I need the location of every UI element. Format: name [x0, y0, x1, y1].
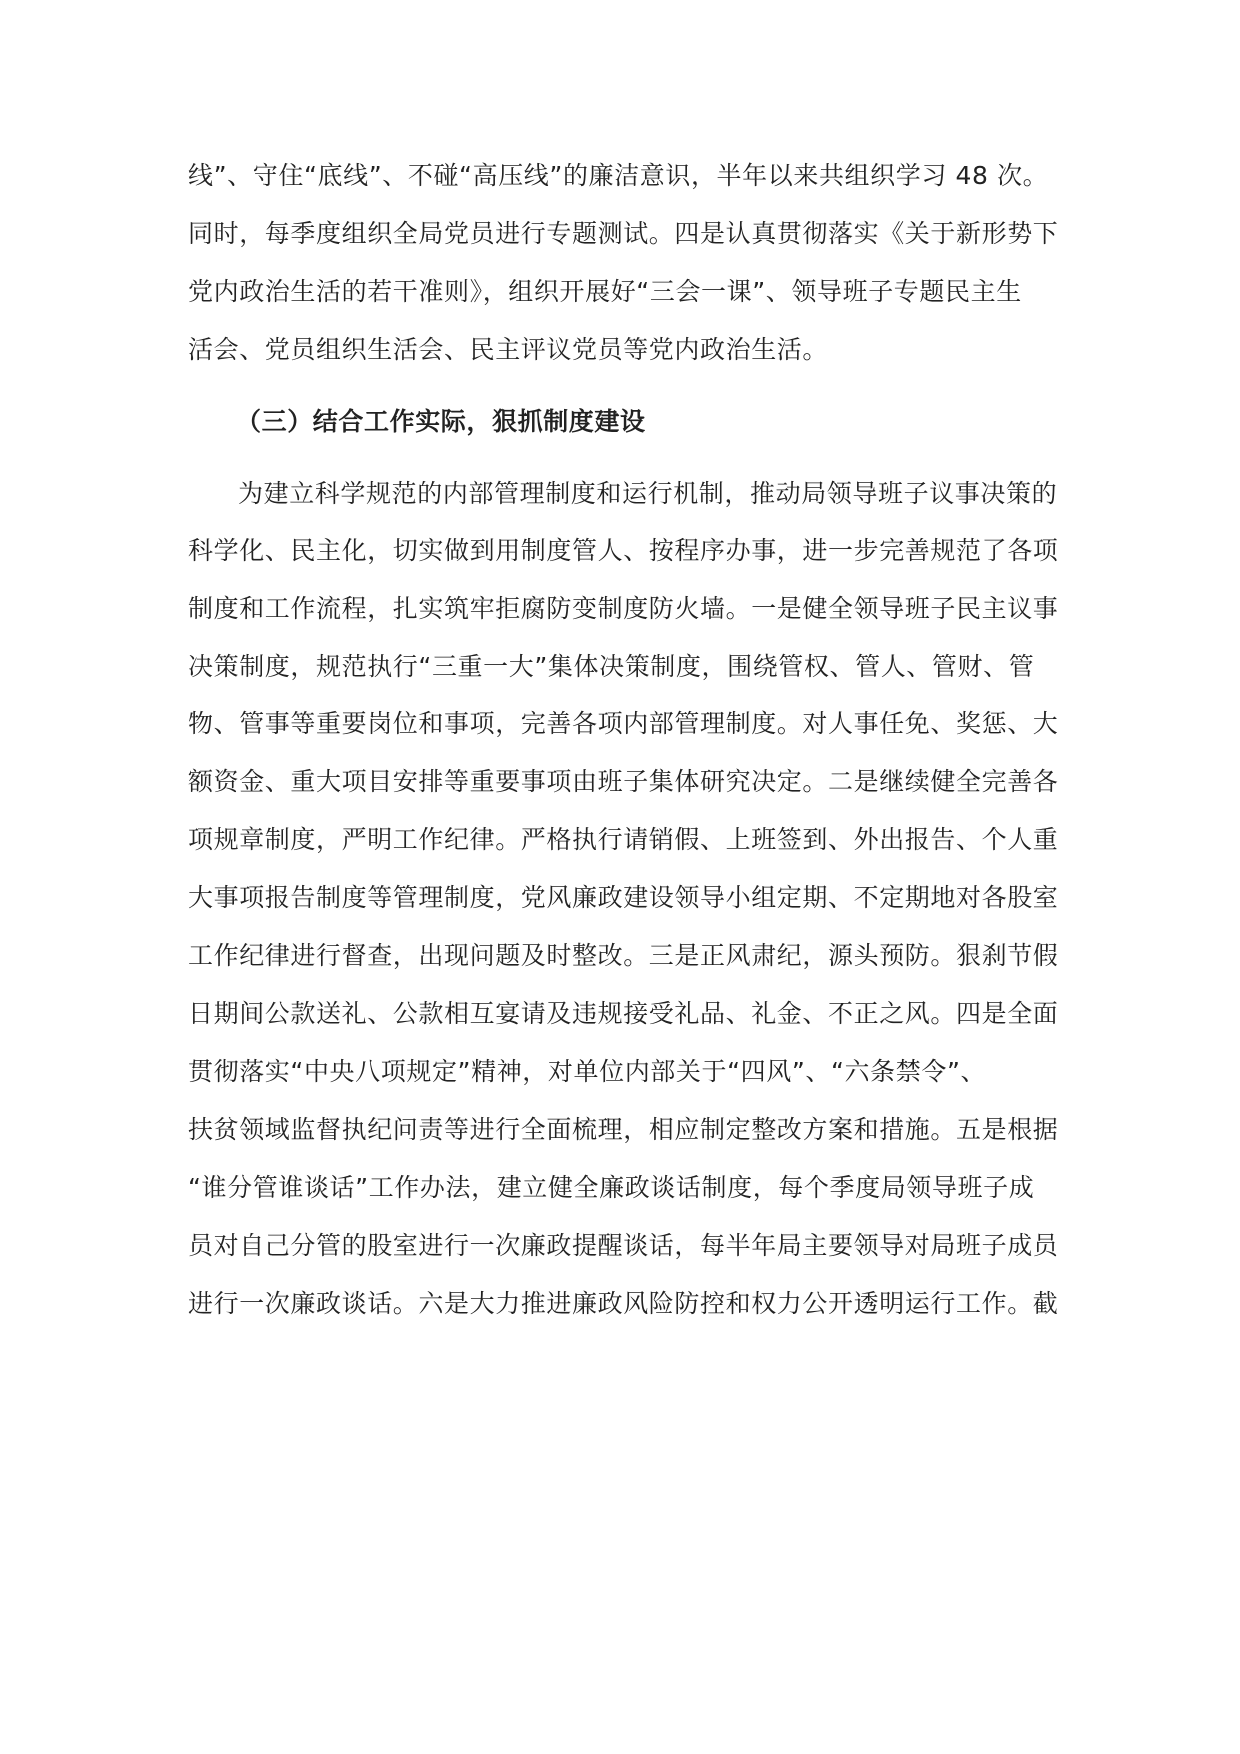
paragraph-line: 进行一次廉政谈话。六是大力推进廉政风险防控和权力公开透明运行工作。截: [188, 1289, 1059, 1318]
text-line: 党内政治生活的若干准则》，组织开展好“三会一课”、领导班子专题民主生: [188, 277, 1022, 306]
text-line: 活会、党员组织生活会、民主评议党员等党内政治生活。: [188, 335, 829, 364]
paragraph-line: 工作纪律进行督查，出现问题及时整改。三是正风肃纪，源头预防。狠刹节假: [188, 941, 1059, 970]
text-line: 线”、守住“底线”、不碰“高压线”的廉洁意识，半年以来共组织学习 48 次。: [188, 161, 1049, 190]
paragraph-line: 科学化、民主化，切实做到用制度管人、按程序办事，进一步完善规范了各项: [188, 536, 1059, 565]
paragraph-line: 日期间公款送礼、公款相互宴请及违规接受礼品、礼金、不正之风。四是全面: [188, 999, 1059, 1028]
paragraph-line: 扶贫领域监督执纪问责等进行全面梳理，相应制定整改方案和措施。五是根据: [188, 1115, 1059, 1144]
paragraph-line: 大事项报告制度等管理制度，党风廉政建设领导小组定期、不定期地对各股室: [188, 883, 1059, 912]
paragraph-line: 制度和工作流程，扎实筑牢拒腐防变制度防火墙。一是健全领导班子民主议事: [188, 594, 1059, 623]
paragraph-line: 额资金、重大项目安排等重要事项由班子集体研究决定。二是继续健全完善各: [188, 767, 1059, 796]
text-line: 同时，每季度组织全局党员进行专题测试。四是认真贯彻落实《关于新形势下: [188, 219, 1059, 248]
paragraph-line: “谁分管谁谈话”工作办法，建立健全廉政谈话制度，每个季度局领导班子成: [188, 1173, 1035, 1202]
paragraph-line: 贯彻落实“中央八项规定”精神，对单位内部关于“四风”、“六条禁令”、: [188, 1057, 987, 1086]
paragraph-line: 决策制度，规范执行“三重一大”集体决策制度，围绕管权、管人、管财、管: [188, 652, 1035, 681]
paragraph-line: 员对自己分管的股室进行一次廉政提醒谈话，每半年局主要领导对局班子成员: [188, 1231, 1059, 1260]
section-heading: （三）结合工作实际，狠抓制度建设: [236, 407, 646, 436]
paragraph-line: 项规章制度，严明工作纪律。严格执行请销假、上班签到、外出报告、个人重: [188, 825, 1059, 854]
paragraph-line: 为建立科学规范的内部管理制度和运行机制，推动局领导班子议事决策的: [238, 479, 1058, 508]
paragraph-line: 物、管事等重要岗位和事项，完善各项内部管理制度。对人事任免、奖惩、大: [188, 709, 1059, 738]
